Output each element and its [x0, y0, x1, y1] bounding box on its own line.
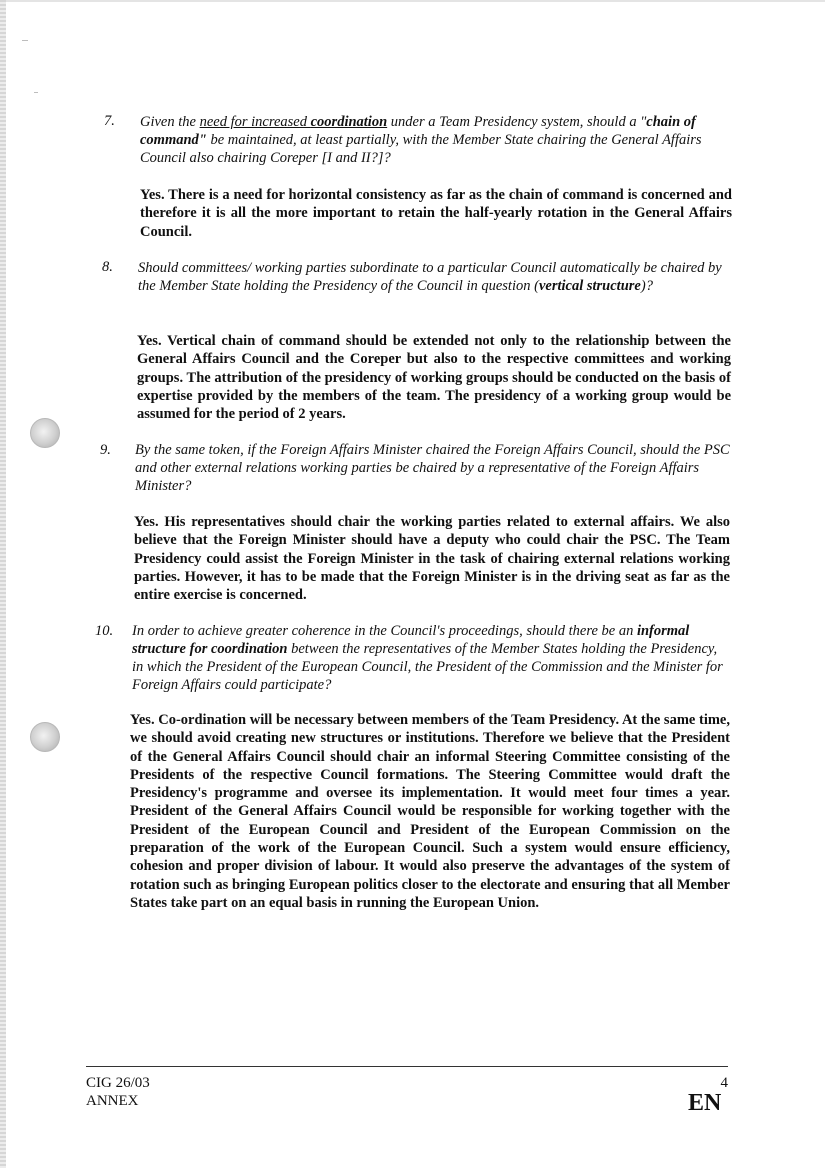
- question-emphasis-underlined: need for increased: [199, 114, 311, 130]
- question-text-part: under a Team Presidency system, should a ": [387, 114, 647, 130]
- question-text: [138, 259, 728, 295]
- question-text-part: Given the: [140, 114, 200, 130]
- question-number: 10.: [95, 623, 114, 639]
- question-text-part: between the representatives of the Member States holding the Presidency, in which the President of the European Council, the President of the Commission and the Minister for Foreign Affairs could participate?: [132, 641, 723, 693]
- question-text: [132, 622, 730, 694]
- punch-hole-upper: [30, 418, 60, 448]
- question-text: By the same token, if the Foreign Affairs Minister chaired the Foreign Affairs Council, should the PSC and other external relations working parties be chaired by a representative of the Foreign Affairs Minister?: [135, 442, 730, 494]
- question-text: [140, 113, 728, 167]
- answer-text: Yes. Co-ordination will be necessary between members of the Team Presidency. At the same time, we should avoid creating new structures or institutions. Therefore we believe that the President of the General Affairs Council should chair an informal Steering Committee consisting of the Presidents of the respective Council formations. The Steering Committee would draft the Presidency's programme and oversee its implementation. It would meet four times a year. President of the General Affairs Council would be responsible for working together with the President of the European Council and President of the European Commission on the preparation of the work of the European Council. Such a system would ensure efficiency, cohesion and proper division of labour. It would also preserve the advantages of the system of rotation such as bringing European politics closer to the electorate and ensuring that all Member States take part on an equal basis in running the European Union.: [130, 712, 730, 911]
- question-text-part: be maintained, at least partially, with the Member State chairing the General Affairs Council also chairing Coreper [I and II?]?: [140, 132, 702, 166]
- footer-language-code: EN: [688, 1090, 722, 1116]
- answer-text: Yes. Vertical chain of command should be extended not only to the relationship between the General Affairs Council and the Coreper but also to the respective committees and working groups. The attribution of the presidency of working groups should be conducted on the basis of expertise provided by the members of the team. The presidency of a working group would be assumed for the period of 2 years.: [137, 333, 731, 423]
- scan-speck: [22, 40, 28, 41]
- question-number: 7.: [104, 113, 115, 129]
- answer-text: Yes. His representatives should chair the working parties related to external affairs. We also believe that the Foreign Minister should have a deputy who could chair the PSC. The Team Presidency could assist the Foreign Minister in the task of chairing external relations working parties. However, it has to be made that the Foreign Minister is in the driving seat as far as the entire exercise is concerned.: [134, 514, 730, 604]
- punch-hole-lower: [30, 722, 60, 752]
- footer-divider: [86, 1066, 728, 1067]
- footer-doc-ref: CIG 26/03: [86, 1075, 150, 1091]
- question-emphasis-bold-underlined: coordination: [310, 114, 388, 130]
- footer-annex: ANNEX: [86, 1093, 139, 1109]
- scan-top-edge: [0, 0, 825, 2]
- scan-left-edge: [0, 0, 6, 1168]
- question-text-part: Should committees/ working parties subordinate to a particular Council automatically be chaired by the Member State holding the Presidency of the Council in question (: [138, 260, 722, 294]
- question-emphasis-bold: chain of command": [140, 114, 696, 148]
- question-number: 8.: [102, 259, 113, 275]
- question-text-part: )?: [640, 278, 653, 294]
- question-number: 9.: [100, 442, 111, 458]
- answer-text: Yes. There is a need for horizontal consistency as far as the chain of command is concerned and therefore it is all the more important to retain the half-yearly rotation in the General Affairs Council.: [140, 187, 732, 240]
- question-text-part: In order to achieve greater coherence in the Council's proceedings, should there be an: [132, 623, 637, 639]
- footer-page-number: 4: [720, 1075, 728, 1091]
- question-emphasis-bold: vertical structure: [538, 278, 641, 294]
- scan-speck: [34, 92, 38, 93]
- question-emphasis-bold: informal structure for coordination: [132, 623, 690, 657]
